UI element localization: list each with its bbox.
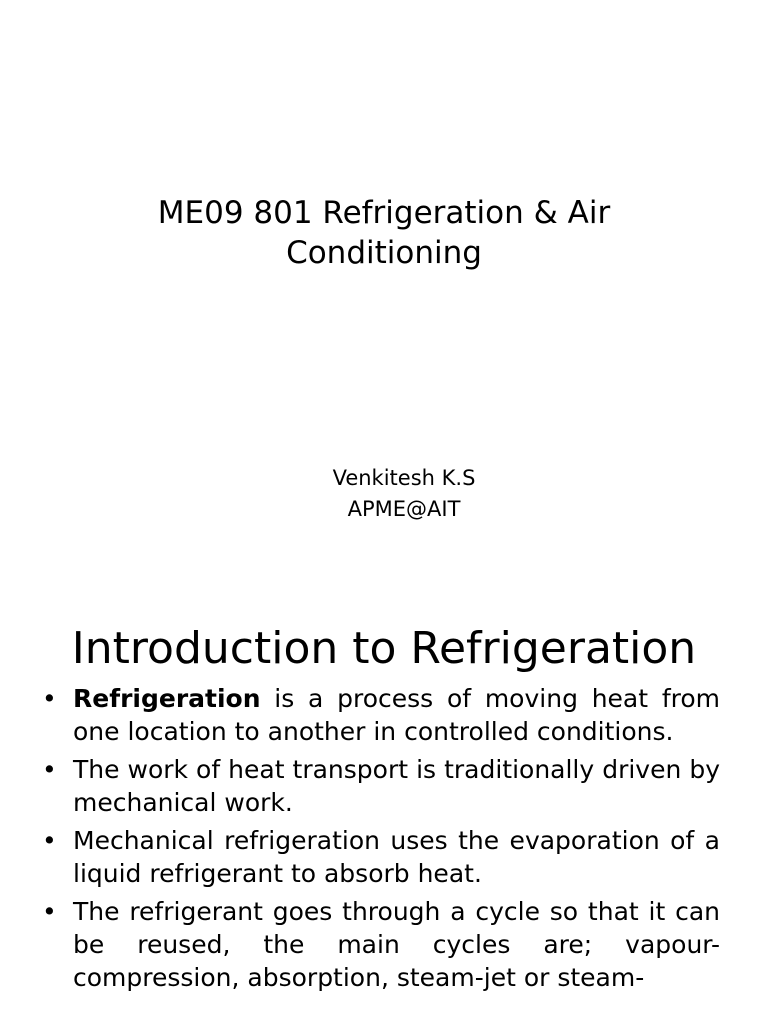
bullet-text: Mechanical refrigeration uses the evaporation of a liquid refrigerant to absorb heat.	[73, 826, 720, 888]
bullet-item	[40, 682, 720, 748]
bullet-term: Refrigeration	[73, 684, 261, 713]
bullet-text: The refrigerant goes through a cycle so that it can be reused, the main cycles are; vapour-compression, absorption, steam-jet or steam-	[73, 897, 720, 992]
bullet-dot-icon: •	[42, 897, 57, 926]
bullet-item	[40, 895, 720, 994]
bullet-list	[40, 682, 720, 999]
bullet-dot-icon: •	[42, 755, 57, 784]
content-slide	[0, 576, 768, 1024]
slide-title: Introduction to Refrigeration	[71, 623, 697, 674]
author-affiliation: APME@AIT	[347, 497, 461, 521]
bullet-item	[40, 753, 720, 819]
bullet-dot-icon: •	[42, 826, 57, 855]
bullet-item	[40, 824, 720, 890]
bullet-dot-icon: •	[42, 684, 57, 713]
bullet-text: is a process of moving heat from one location to another in controlled conditions.	[73, 684, 720, 746]
presentation-title	[0, 193, 768, 273]
author-block	[0, 463, 768, 525]
bullet-text: The work of heat transport is traditionally driven by mechanical work.	[73, 755, 720, 817]
presentation-title-line-2: Conditioning	[286, 235, 482, 271]
presentation-title-line-1: ME09 801 Refrigeration & Air	[157, 195, 611, 231]
author-name: Venkitesh K.S	[332, 466, 476, 490]
